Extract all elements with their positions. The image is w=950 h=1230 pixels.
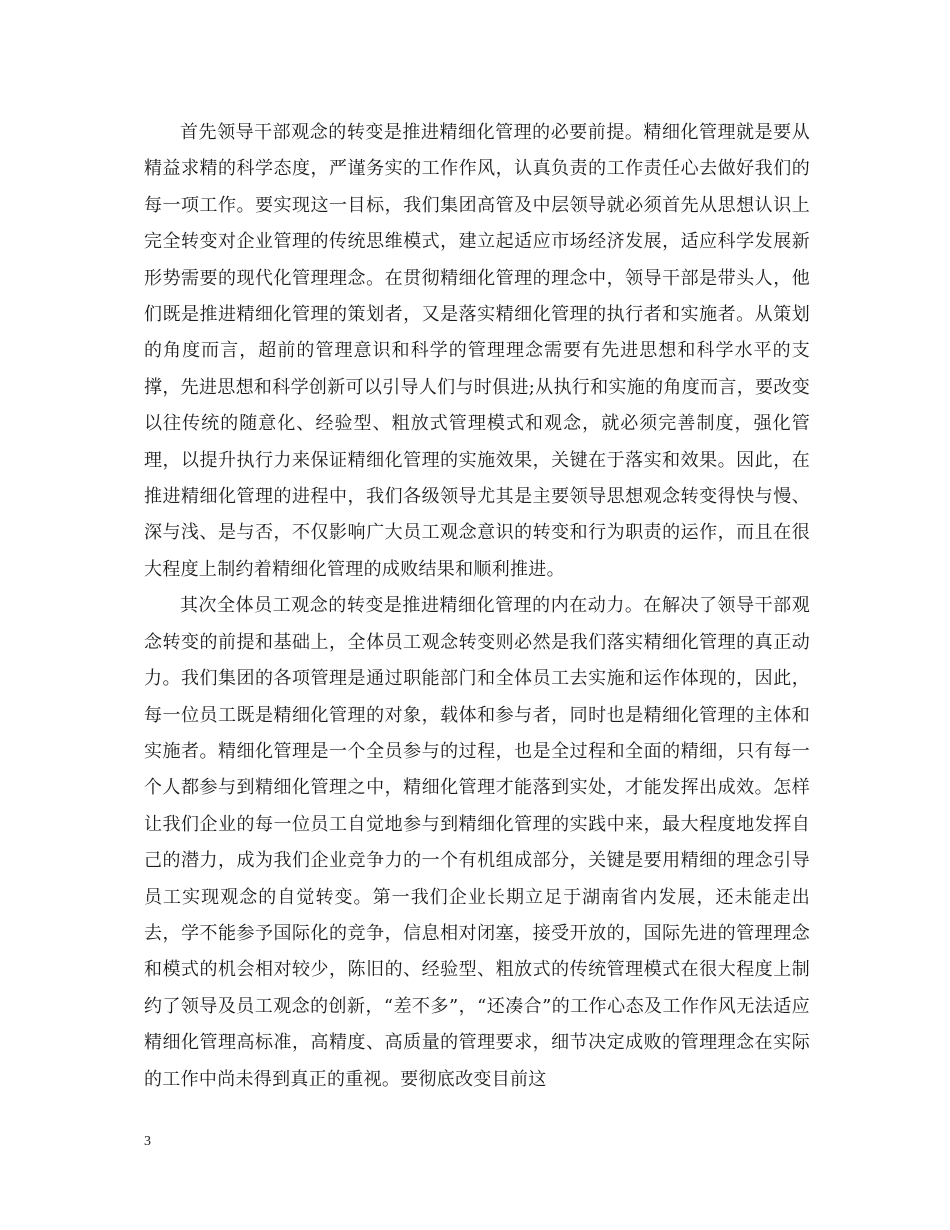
body-text	[144, 115, 810, 1098]
page-number: 3	[144, 1134, 151, 1149]
paragraph-leadership: 首先领导干部观念的转变是推进精细化管理的必要前提。精细化管理就是要从精益求精的科学态度，严谨务实的工作作风，认真负责的工作责任心去做好我们的每一项工作。要实现这一目标，我们集团高管及中层领导就必须首先从思想认识上完全转变对企业管理的传统思维模式，建立起适应市场经济发展，适应科学发展新形势需要的现代化管理理念。在贯彻精细化管理的理念中，领导干部是带头人，他们既是推进精细化管理的策划者，又是落实精细化管理的执行者和实施者。从策划的角度而言，超前的管理意识和科学的管理理念需要有先进思想和科学水平的支撑，先进思想和科学创新可以引导人们与时俱进;从执行和实施的角度而言，要改变以往传统的随意化、经验型、粗放式管理模式和观念，就必须完善制度，强化管理，以提升执行力来保证精细化管理的实施效果，关键在于落实和效果。因此，在推进精细化管理的进程中，我们各级领导尤其是主要领导思想观念转变得快与慢、深与浅、是与否，不仅影响广大员工观念意识的转变和行为职责的运作，而且在很大程度上制约着精细化管理的成败结果和顺利推进。	[144, 122, 810, 580]
paragraph-employees: 其次全体员工观念的转变是推进精细化管理的内在动力。在解决了领导干部观念转变的前提和基础上，全体员工观念转变则必然是我们落实精细化管理的真正动力。我们集团的各项管理是通过职能部门和全体员工去实施和运作体现的，因此，每一位员工既是精细化管理的对象，载体和参与者，同时也是精细化管理的主体和实施者。精细化管理是一个全员参与的过程，也是全过程和全面的精细，只有每一个人都参与到精细化管理之中，精细化管理才能落到实处，才能发挥出成效。怎样让我们企业的每一位员工自觉地参与到精细化管理的实践中来，最大程度地发挥自己的潜力，成为我们企业竞争力的一个有机组成部分，关键是要用精细的理念引导员工实现观念的自觉转变。第一我们企业长期立足于湖南省内发展，还未能走出去，学不能参予国际化的竞争，信息相对闭塞，接受开放的，国际先进的管理理念和模式的机会相对较少，陈旧的、经验型、粗放式的传统管理模式在很大程度上制约了领导及员工观念的创新，“差不多”，“还凑合”的工作心态及工作作风无法适应精细化管理高标准，高精度、高质量的管理要求，细节决定成败的管理理念在实际的工作中尚未得到真正的重视。要彻底改变目前这	[144, 595, 810, 1090]
